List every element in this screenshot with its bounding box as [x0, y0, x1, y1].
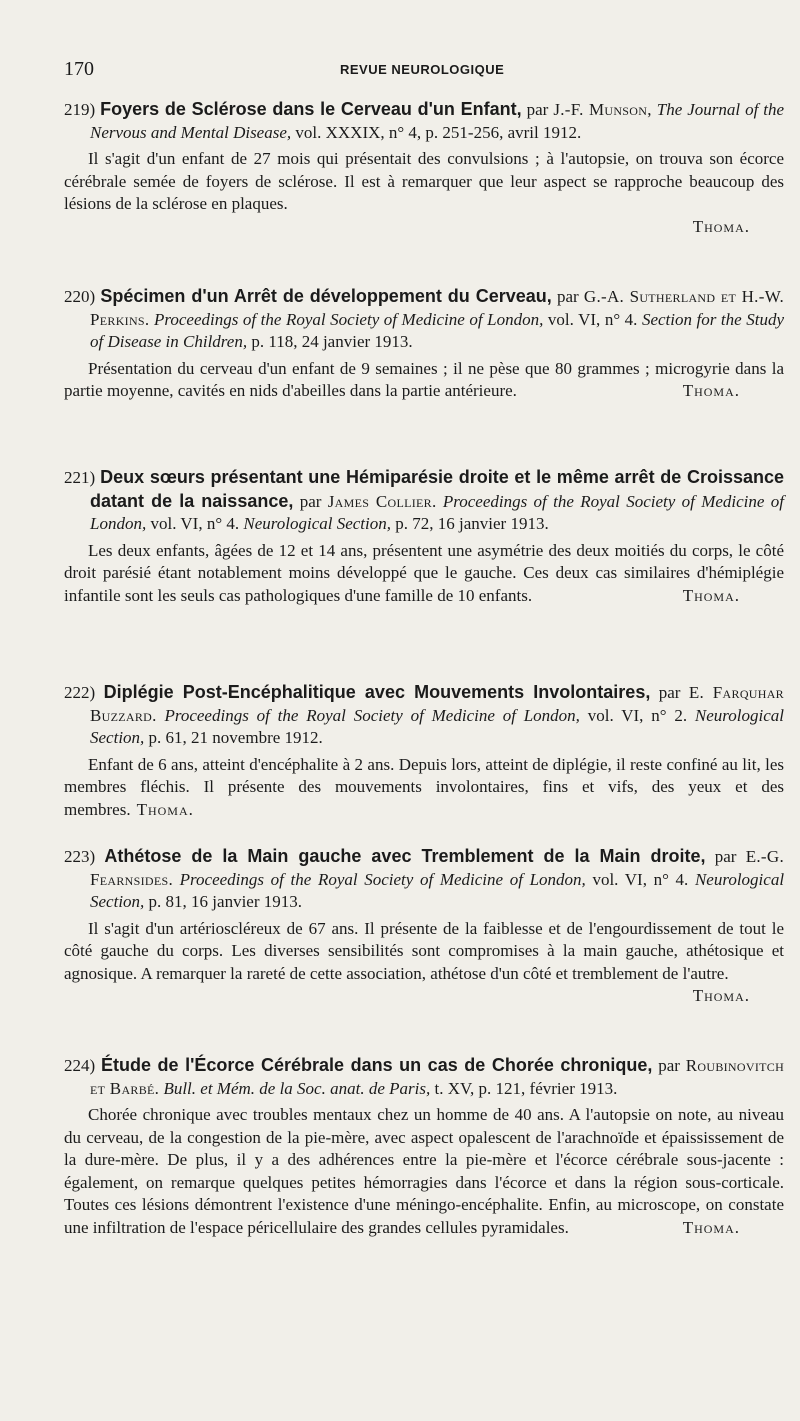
- entry-number: 223): [64, 847, 96, 866]
- entry-body: [64, 754, 784, 822]
- abstract-entry: [64, 845, 784, 1008]
- entry-reference: [64, 98, 784, 144]
- entry-authors: James Collier.: [327, 491, 437, 511]
- entry-body: Il s'agit d'un enfant de 27 mois qui présentait des convulsions ; à l'autopsie, on trouva son écorce cérébrale semée de foyers de sclérose. Il est à remarquer que leur aspect se rapproche beaucoup des lésions de la sclérose en plaques.: [64, 149, 784, 213]
- entry-number: 222): [64, 683, 96, 702]
- page-header: [64, 58, 770, 84]
- entry-title: Diplégie Post-Encéphalitique avec Mouvements Involontaires,: [103, 682, 651, 702]
- entry-title: Étude de l'Écorce Cérébrale dans un cas de Chorée chronique,: [100, 1055, 653, 1075]
- entry-body-text: Enfant de 6 ans, atteint d'encéphalite à 2 ans. Depuis lors, atteint de diplégie, il reste confiné au lit, les membres fléchis. Il présente des mouvements involontaires, fins et vifs, des yeux et des membres.: [64, 754, 784, 819]
- entry-details: vol. VI, n° 4.: [592, 869, 689, 889]
- entry-authors: G.-A. Sutherland et H.-W. Perkins.: [90, 287, 785, 329]
- entry-body: Il s'agit d'un artérioscléreux de 67 ans. Il présente de la faiblesse et de l'engourdissement de tout le côté gauche du corps. Les diverses sensibilités sont compromises à la main gauche, athétosique et agnosique. A remarquer la rareté de cette association, athétose d'un côté et tremblement de l'autre.: [64, 918, 784, 983]
- entry-signature: Thoma.: [692, 216, 750, 236]
- abstract-entry: [64, 1054, 784, 1239]
- entry-body-text: Chorée chronique avec troubles mentaux chez un homme de 40 ans. A l'autopsie on note, au niveau du cerveau, de la congestion de la pie-mère, avec aspect opalescent de l'arachnoïde et épaississement de la dure-mère. De plus, il y a des adhérences entre la pie-mère et l'écorce cérébrale sous-jacente : également, on remarque quelques petites hémorragies dans l'écorce et dans la région sous-corticale. Toutes ces lésions démontrent l'existence d'une méningo-encéphalite. Enfin, au microscope, on constate une infiltration de l'espace péricellulaire des grandes cellules pyramidales.: [64, 1105, 784, 1237]
- entry-source: The Journal of the Nervous and Mental Disease,: [90, 100, 785, 142]
- entry-signature: Thoma.: [682, 381, 740, 400]
- entry-details-2: p. 72, 16 janvier 1913.: [395, 514, 549, 533]
- entry-title: Athétose de la Main gauche avec Tremblement de la Main droite,: [104, 846, 706, 866]
- entry-details: vol. VI, n° 2.: [587, 705, 688, 725]
- entry-source: Proceedings of the Royal Society of Medicine of London,: [90, 491, 785, 533]
- entry-by: par: [556, 287, 579, 306]
- entry-details-2: p. 61, 21 novembre 1912.: [148, 728, 323, 747]
- page-number: 170: [64, 58, 94, 80]
- entry-section: Neurological Section,: [243, 514, 391, 533]
- entry-number: 220): [64, 287, 96, 306]
- entry-section: Neurological Section,: [90, 705, 784, 747]
- entry-source: Proceedings of the Royal Society of Medicine of London,: [179, 869, 586, 889]
- entry-body-text: Les deux enfants, âgées de 12 et 14 ans, présentent une asymétrie des deux moitiés du corps, le côté droit parésié étant notablement moins développé que le gauche. Ces deux cas similaires d'hémiplégie infantile sont les seuls cas pathologiques d'une famille de 10 enfants.: [64, 540, 784, 605]
- entry-title: Deux sœurs présentant une Hémiparésie droite et le même arrêt de Croissance datant de la naissance,: [90, 467, 785, 511]
- entry-details-2: p. 118, 24 janvier 1913.: [251, 332, 413, 351]
- entry-section: Neurological Section,: [90, 869, 785, 911]
- entry-details: vol. XXXIX, n° 4, p. 251-256, avril 1912.: [295, 122, 582, 142]
- entry-number: 224): [64, 1056, 96, 1075]
- entry-source: Proceedings of the Royal Society of Medicine of London,: [164, 705, 580, 725]
- entry-by: par: [658, 1056, 680, 1075]
- entry-authors: J.-F. Munson,: [553, 100, 652, 119]
- entry-reference: [64, 466, 784, 536]
- entry-details-2: p. 81, 16 janvier 1913.: [148, 892, 302, 911]
- entry-reference: [64, 681, 784, 750]
- entry-details: vol. VI, n° 4.: [150, 514, 240, 533]
- entry-section: Section for the Study of Disease in Children,: [90, 309, 785, 351]
- entry-signature: Thoma.: [682, 585, 740, 605]
- entry-body: [64, 1104, 784, 1239]
- entry-by: par: [299, 491, 322, 511]
- entry-signature: Thoma.: [692, 986, 750, 1005]
- entry-reference: [64, 1054, 784, 1100]
- running-title: REVUE NEUROLOGIQUE: [340, 62, 505, 77]
- abstract-entry: [64, 98, 784, 238]
- entry-authors: Roubinovitch et Barbé.: [90, 1056, 785, 1098]
- entry-reference: [64, 845, 784, 914]
- entry-body-text: Présentation du cerveau d'un enfant de 9 semaines ; il ne pèse que 80 grammes ; microgyrie dans la partie moyenne, cavités en nids d'abeilles dans la partie antérieure.: [64, 358, 784, 400]
- entry-authors: E.-G. Fearnsides.: [90, 847, 785, 889]
- entry-details: vol. VI, n° 4.: [547, 309, 638, 329]
- entry-by: par: [526, 100, 549, 119]
- entry-by: par: [658, 683, 681, 702]
- entry-authors: E. Farquhar Buzzard.: [90, 683, 784, 725]
- entry-reference: [64, 285, 784, 354]
- entry-number: 219): [64, 100, 96, 119]
- entry-by: par: [714, 847, 737, 866]
- abstract-entry: [64, 285, 784, 403]
- entry-signature: Thoma.: [136, 799, 194, 819]
- entry-body: [64, 540, 784, 608]
- abstract-entry: [64, 466, 784, 607]
- entry-source: Bull. et Mém. de la Soc. anat. de Paris,: [163, 1078, 431, 1098]
- entry-title: Foyers de Sclérose dans le Cerveau d'un Enfant,: [100, 99, 522, 119]
- entry-number: 221): [64, 468, 96, 487]
- abstract-entry: [64, 681, 784, 821]
- entry-signature: Thoma.: [682, 1217, 740, 1237]
- entry-body: [64, 358, 784, 403]
- entry-details: t. XV, p. 121, février 1913.: [434, 1078, 618, 1098]
- entry-title: Spécimen d'un Arrêt de développement du Cerveau,: [100, 286, 552, 306]
- entry-source: Proceedings of the Royal Society of Medicine of London,: [154, 309, 544, 329]
